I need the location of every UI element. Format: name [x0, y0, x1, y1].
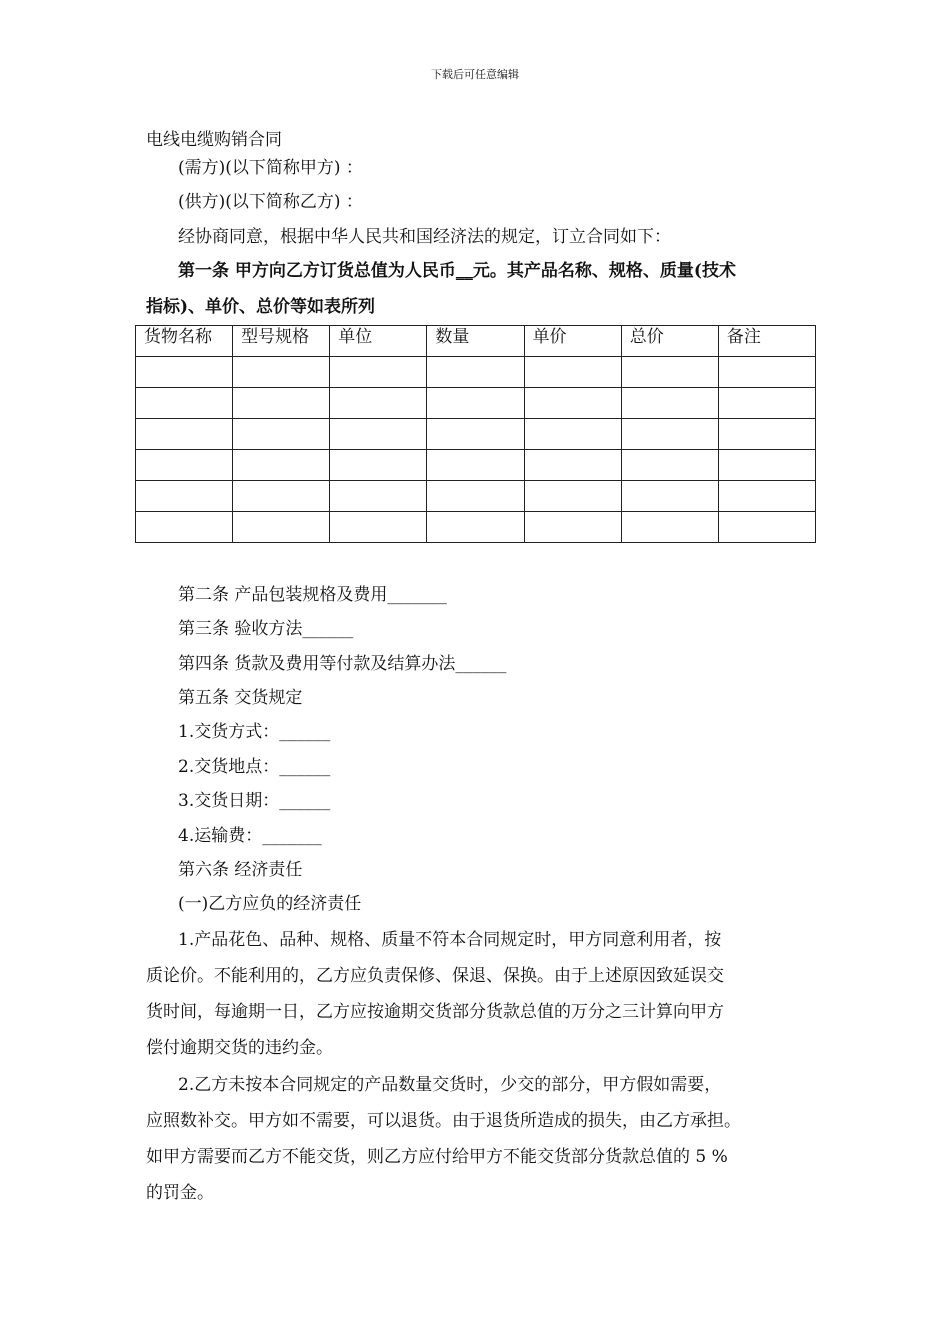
table-header-row — [136, 326, 816, 357]
goods-table — [135, 325, 816, 543]
table-row — [136, 388, 816, 419]
article2: 第二条 产品包装规格及费用_______ — [178, 585, 447, 605]
article1-text-a: 第一条 甲方向乙方订货总值为人民币 — [178, 261, 456, 281]
clause2-line: 的罚金。 — [146, 1183, 214, 1203]
clause1-line: 1.产品花色、品种、规格、质量不符本合同规定时，甲方同意利用者，按 — [178, 930, 722, 950]
article1-amount-blank: __ — [455, 261, 473, 281]
preamble: 经协商同意，根据中华人民共和国经济法的规定，订立合同如下： — [178, 227, 671, 247]
article5: 第五条 交货规定 — [178, 688, 303, 708]
clause2-line: 如甲方需要而乙方不能交货，则乙方应付给甲方不能交货部分货款总值的 5 % — [146, 1147, 728, 1167]
article6: 第六条 经济责任 — [178, 860, 303, 880]
col-unit: 单位 — [330, 326, 427, 357]
clause1-line: 偿付逾期交货的违约金。 — [146, 1038, 333, 1058]
delivery-method: 1.交货方式：______ — [178, 722, 331, 742]
article1-text-b: 元。其产品名称、规格、质量(技术 — [472, 261, 736, 281]
article1-line1 — [178, 256, 736, 281]
col-remarks: 备注 — [718, 326, 815, 357]
article3: 第三条 验收方法______ — [178, 619, 354, 639]
delivery-place: 2.交货地点：______ — [178, 757, 331, 777]
contract-title: 电线电缆购销合同 — [146, 130, 282, 150]
table-row — [136, 481, 816, 512]
clause2-line: 应照数补交。甲方如不需要，可以退货。由于退货所造成的损失，由乙方承担。 — [146, 1111, 741, 1131]
table-row — [136, 357, 816, 388]
seller-line: (供方)(以下简称乙方) ： — [178, 192, 363, 212]
col-unit-price: 单价 — [524, 326, 621, 357]
article4: 第四条 货款及费用等付款及结算办法______ — [178, 654, 507, 674]
col-goods-name: 货物名称 — [136, 326, 233, 357]
clause1-line: 质论价。不能利用的，乙方应负责保修、保退、保换。由于上述原因致延误交 — [146, 966, 724, 986]
col-model-spec: 型号规格 — [233, 326, 330, 357]
clause2-line: 2.乙方未按本合同规定的产品数量交货时，少交的部分，甲方假如需要， — [178, 1075, 722, 1095]
article1-line2: 指标)、单价、总价等如表所列 — [146, 297, 376, 317]
table-row — [136, 419, 816, 450]
table-row — [136, 512, 816, 543]
clause1-line: 货时间，每逾期一日，乙方应按逾期交货部分货款总值的万分之三计算向甲方 — [146, 1002, 724, 1022]
page-header: 下载后可任意编辑 — [431, 68, 519, 81]
col-total-price: 总价 — [621, 326, 718, 357]
seller-liability-heading: (一)乙方应负的经济责任 — [178, 894, 362, 914]
table-row — [136, 450, 816, 481]
buyer-line: (需方)(以下简称甲方) ： — [178, 158, 363, 178]
col-quantity: 数量 — [427, 326, 524, 357]
delivery-date: 3.交货日期：______ — [178, 791, 331, 811]
transport-fee: 4.运输费：_______ — [178, 826, 322, 846]
